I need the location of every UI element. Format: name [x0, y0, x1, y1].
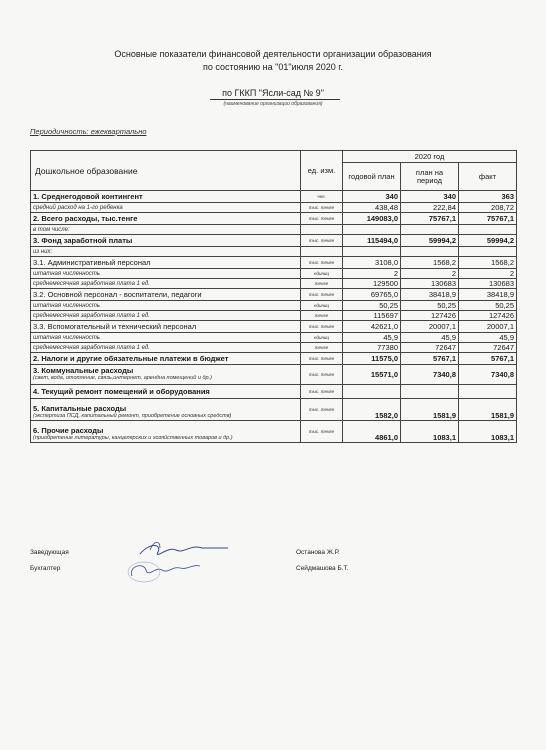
table-row: [31, 213, 517, 225]
table-row: [31, 289, 517, 301]
row-note: (приобретение литературы, канцелярских и хозяйственных товаров и др.): [33, 435, 233, 441]
table-row: [31, 247, 517, 257]
organization-name: по ГККП "Ясли-сад № 9": [222, 88, 324, 98]
organization-note: (наименование организации образования): [223, 101, 323, 107]
title-line-2: по состоянию на "01"июля 2020 г.: [203, 62, 343, 72]
table-row: [31, 235, 517, 247]
row-value-annual: 77380: [343, 343, 401, 353]
row-value-fact: 59994,2: [459, 235, 517, 247]
row-value-annual: 45,9: [343, 333, 401, 343]
row-value-annual: [343, 247, 401, 257]
row-label: [31, 279, 301, 289]
table-row: [31, 399, 517, 421]
row-value-fact: 2: [459, 269, 517, 279]
row-label-text: штатная численность: [33, 334, 101, 341]
row-label: [31, 203, 301, 213]
row-value-annual: 115697: [343, 311, 401, 321]
row-label-text: средний расход на 1-го ребенка: [33, 204, 123, 211]
row-value-fact: 363: [459, 191, 517, 203]
row-unit: тыс. тенге: [301, 385, 343, 399]
row-unit: единиц: [301, 269, 343, 279]
row-unit: тыс. тенге: [301, 289, 343, 301]
row-label: [31, 353, 301, 365]
handwritten-signatures: [110, 536, 240, 586]
row-label-text: 3.3. Вспомогательный и технический персонал: [33, 321, 197, 331]
row-value-annual: 11575,0: [343, 353, 401, 365]
row-label: [31, 225, 301, 235]
row-label: [31, 385, 301, 399]
row-unit: тыс. тенге: [301, 235, 343, 247]
row-value-period: [401, 385, 459, 399]
row-note: (свет, вода, отопление, связь,интернет, арендна помещений и др.): [33, 375, 212, 381]
row-label-text: штатная численность: [33, 270, 101, 277]
row-value-period: 20007,1: [401, 321, 459, 333]
row-label: [31, 321, 301, 333]
row-value-fact: [459, 385, 517, 399]
row-value-fact: 1083,1: [459, 421, 517, 443]
row-unit: [301, 247, 343, 257]
row-value-annual: [343, 225, 401, 235]
row-label-text: среднемесячная заработная плата 1 ед.: [33, 344, 150, 351]
row-value-fact: 127426: [459, 311, 517, 321]
row-label: [31, 289, 301, 301]
row-label: [31, 191, 301, 203]
row-value-annual: 15571,0: [343, 365, 401, 385]
header-unit: ед. изм.: [301, 151, 343, 191]
row-value-fact: 72647: [459, 343, 517, 353]
row-label: [31, 365, 301, 385]
row-label: [31, 343, 301, 353]
row-value-period: 127426: [401, 311, 459, 321]
title-line-1: Основные показатели финансовой деятельности организации образования: [114, 49, 432, 59]
row-value-fact: 45,9: [459, 333, 517, 343]
row-label: [31, 247, 301, 257]
table-row: [31, 269, 517, 279]
row-label: [31, 399, 301, 421]
document-title: [60, 48, 486, 74]
row-value-annual: [343, 385, 401, 399]
header-annual: годовой план: [343, 163, 401, 191]
row-unit: тыс. тенге: [301, 353, 343, 365]
table-row: [31, 385, 517, 399]
organization-underline: [210, 99, 340, 100]
row-label: [31, 301, 301, 311]
row-label: [31, 421, 301, 443]
table-row: [31, 203, 517, 213]
row-value-period: 5767,1: [401, 353, 459, 365]
row-value-period: 130683: [401, 279, 459, 289]
row-value-period: 1581,9: [401, 399, 459, 421]
row-value-fact: 130683: [459, 279, 517, 289]
row-value-fact: 38418,9: [459, 289, 517, 301]
row-unit: тыс. тенге: [301, 213, 343, 225]
row-value-annual: 129500: [343, 279, 401, 289]
periodicity-label: Периодичность: ежеквартально: [30, 127, 147, 136]
header-period: план на период: [401, 163, 459, 191]
row-value-period: 2: [401, 269, 459, 279]
row-value-annual: 2: [343, 269, 401, 279]
row-value-fact: 75767,1: [459, 213, 517, 225]
row-label-text: штатная численность: [33, 302, 101, 309]
row-label-text: 3.2. Основной персонал - воспитатели, педагоги: [33, 289, 202, 299]
row-label: [31, 333, 301, 343]
accountant-name: Сейдмашова Б.Т.: [296, 565, 349, 572]
row-label: [31, 269, 301, 279]
row-value-period: 7340,8: [401, 365, 459, 385]
row-unit: [301, 225, 343, 235]
row-value-period: 50,25: [401, 301, 459, 311]
row-label-text: среднемесячная заработная плата 1 ед.: [33, 280, 150, 287]
table-row: [31, 279, 517, 289]
row-value-period: 340: [401, 191, 459, 203]
row-value-period: 75767,1: [401, 213, 459, 225]
head-label: Заведующая: [30, 549, 69, 556]
row-unit: тыс. тенге: [301, 421, 343, 443]
row-unit: тенге: [301, 343, 343, 353]
row-label-text: 2. Всего расходы, тыс.тенге: [33, 213, 138, 223]
row-label: [31, 311, 301, 321]
table-row: [31, 333, 517, 343]
row-unit: тыс. тенге: [301, 257, 343, 269]
row-value-fact: 20007,1: [459, 321, 517, 333]
row-value-fact: 50,25: [459, 301, 517, 311]
financial-table: [30, 150, 517, 443]
row-unit: единиц: [301, 333, 343, 343]
row-label-text: 5. Капитальные расходы: [33, 404, 127, 413]
row-label-text: 3. Коммунальные расходы: [33, 366, 134, 375]
row-unit: тыс. тенге: [301, 321, 343, 333]
row-value-annual: 115494,0: [343, 235, 401, 247]
table-row: [31, 311, 517, 321]
table-row: [31, 301, 517, 311]
table-row: [31, 321, 517, 333]
row-unit: тыс. тенге: [301, 399, 343, 421]
row-value-annual: 4861,0: [343, 421, 401, 443]
row-value-annual: 149083,0: [343, 213, 401, 225]
table-row: [31, 353, 517, 365]
row-value-annual: 69765,0: [343, 289, 401, 301]
row-value-period: [401, 225, 459, 235]
row-label-text: в том числе:: [33, 226, 70, 233]
row-label-text: 6. Прочие расходы: [33, 426, 104, 435]
accountant-label: Бухгалтер: [30, 565, 61, 572]
table-row: [31, 421, 517, 443]
row-unit: тенге: [301, 311, 343, 321]
head-name: Останова Ж.Р.: [296, 549, 340, 556]
row-label-text: 4. Текущий ремонт помещений и оборудования: [33, 386, 210, 396]
row-value-period: 1083,1: [401, 421, 459, 443]
row-value-fact: 1581,9: [459, 399, 517, 421]
row-label-text: из них:: [33, 248, 53, 255]
row-value-annual: 50,25: [343, 301, 401, 311]
table-row: [31, 343, 517, 353]
row-label: [31, 213, 301, 225]
row-value-annual: 1582,0: [343, 399, 401, 421]
row-label-text: 1. Среднегодовой контингент: [33, 191, 143, 201]
row-value-period: 45,9: [401, 333, 459, 343]
table-header-row-1: [31, 151, 517, 163]
row-label-text: 2. Налоги и другие обязательные платежи в бюджет: [33, 353, 229, 363]
table-row: [31, 257, 517, 269]
row-unit: тенге: [301, 279, 343, 289]
row-note: (экспертиза ПСД, капитальный ремонт, приобретение основных средств): [33, 413, 232, 419]
row-unit: тыс. тенге: [301, 203, 343, 213]
row-value-period: 59994,2: [401, 235, 459, 247]
table-row: [31, 225, 517, 235]
row-value-period: 38418,9: [401, 289, 459, 301]
row-value-period: 1568,2: [401, 257, 459, 269]
row-label-text: 3.1. Административный персонал: [33, 257, 151, 267]
row-unit: единиц: [301, 301, 343, 311]
table-row: [31, 365, 517, 385]
row-value-annual: 42621,0: [343, 321, 401, 333]
row-label-text: 3. Фонд заработной платы: [33, 235, 133, 245]
row-value-fact: [459, 247, 517, 257]
row-value-period: [401, 247, 459, 257]
row-label: [31, 235, 301, 247]
row-value-fact: 1568,2: [459, 257, 517, 269]
header-fact: факт: [459, 163, 517, 191]
row-value-fact: 5767,1: [459, 353, 517, 365]
row-unit: чел.: [301, 191, 343, 203]
row-value-period: 222,84: [401, 203, 459, 213]
row-value-annual: 340: [343, 191, 401, 203]
header-name: Дошкольное образование: [31, 151, 301, 191]
row-value-period: 72647: [401, 343, 459, 353]
header-year: 2020 год: [343, 151, 517, 163]
row-value-annual: 438,48: [343, 203, 401, 213]
table-row: [31, 191, 517, 203]
row-label: [31, 257, 301, 269]
row-value-fact: 208,72: [459, 203, 517, 213]
row-value-fact: 7340,8: [459, 365, 517, 385]
row-value-annual: 3108,0: [343, 257, 401, 269]
row-value-fact: [459, 225, 517, 235]
row-unit: тыс. тенге: [301, 365, 343, 385]
row-label-text: среднемесячная заработная плата 1 ед.: [33, 312, 150, 319]
